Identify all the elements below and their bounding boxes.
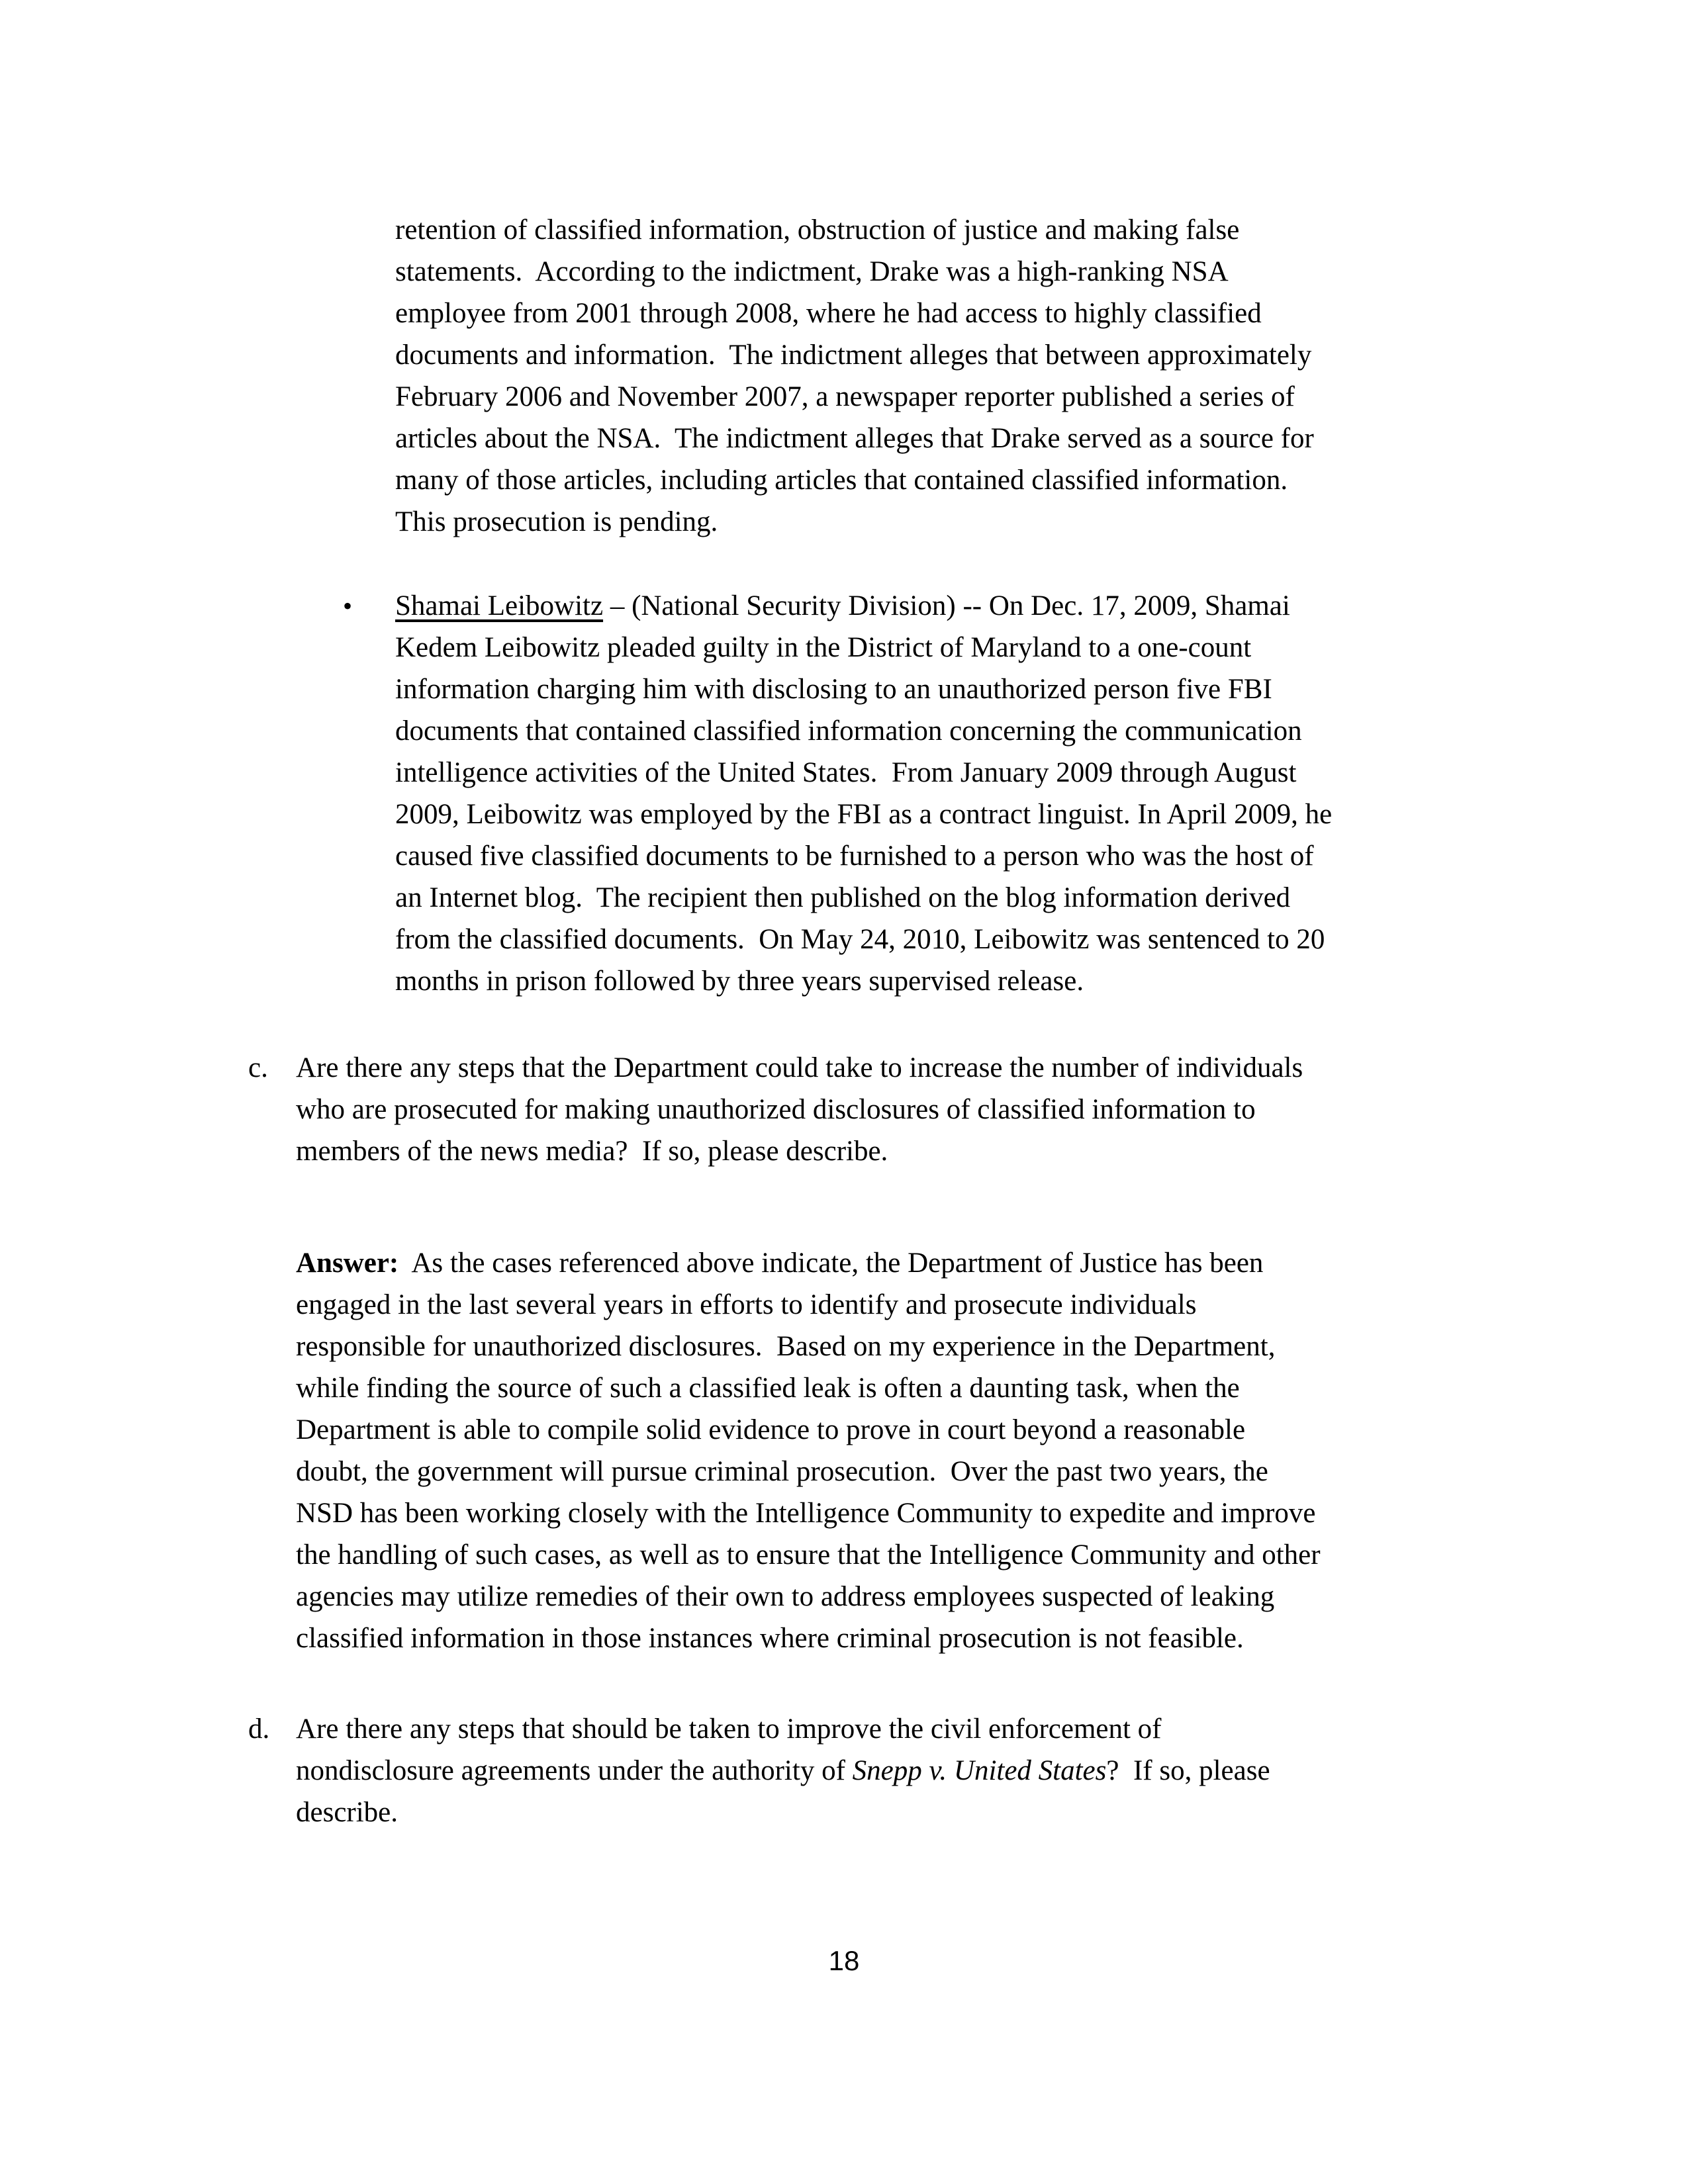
item-d-text xyxy=(296,1708,1270,1833)
text-line: statements. According to the indictment, Drake was a high-ranking NSA xyxy=(395,256,1229,287)
bullet-body-lines xyxy=(395,627,1332,1002)
text-line: the handling of such cases, as well as to ensure that the Intelligence Community and other xyxy=(296,1539,1321,1570)
text-line: an Internet blog. The recipient then published on the blog information derived xyxy=(395,882,1291,913)
bullet-first-line-rest: – (National Security Division) -- On Dec. 17, 2009, Shamai xyxy=(603,590,1290,621)
item-c-text xyxy=(296,1047,1303,1172)
item-d-line2-post: ? If so, please xyxy=(1106,1755,1270,1786)
item-d-line2-pre: nondisclosure agreements under the authority of xyxy=(296,1755,853,1786)
answer-paragraph xyxy=(296,1242,1321,1659)
text-line: who are prosecuted for making unauthorized disclosures of classified information to xyxy=(296,1094,1256,1125)
text-line: NSD has been working closely with the Intelligence Community to expedite and improve xyxy=(296,1498,1316,1529)
text-line: employee from 2001 through 2008, where he had access to highly classified xyxy=(395,298,1262,329)
text-line: retention of classified information, obstruction of justice and making false xyxy=(395,214,1240,246)
text-line: Kedem Leibowitz pleaded guilty in the District of Maryland to a one-count xyxy=(395,632,1252,663)
text-line: Are there any steps that the Department could take to increase the number of individuals xyxy=(296,1052,1303,1083)
bullet-first-line xyxy=(395,585,1332,627)
bullet-icon: • xyxy=(343,591,353,621)
answer-label: Answer: xyxy=(296,1248,399,1279)
case-citation-italic: Snepp v. United States xyxy=(852,1755,1107,1786)
text-line: Department is able to compile solid evidence to prove in court beyond a reasonable xyxy=(296,1414,1246,1445)
text-line: responsible for unauthorized disclosures. Based on my experience in the Department, xyxy=(296,1331,1276,1362)
text-line: information charging him with disclosing to an unauthorized person five FBI xyxy=(395,674,1272,705)
text-line: agencies may utilize remedies of their own to address employees suspected of leaking xyxy=(296,1581,1275,1612)
text-line: while finding the source of such a classified leak is often a daunting task, when the xyxy=(296,1373,1240,1404)
text-line: members of the news media? If so, please describe. xyxy=(296,1136,888,1167)
text-line: documents that contained classified information concerning the communication xyxy=(395,715,1302,747)
item-d-line2 xyxy=(296,1750,1270,1792)
drake-paragraph xyxy=(395,209,1314,543)
item-d-line3: describe. xyxy=(296,1797,399,1828)
text-line: caused five classified documents to be furnished to a person who was the host of xyxy=(395,841,1314,872)
answer-first-line xyxy=(296,1242,1321,1284)
item-c-label: c. xyxy=(248,1052,268,1083)
text-line: engaged in the last several years in efforts to identify and prosecute individuals xyxy=(296,1289,1197,1320)
text-line: classified information in those instances where criminal prosecution is not feasible. xyxy=(296,1623,1244,1654)
answer-first-line-rest: As the cases referenced above indicate, the Department of Justice has been xyxy=(399,1248,1264,1279)
text-line: This prosecution is pending. xyxy=(395,506,718,537)
text-line: doubt, the government will pursue criminal prosecution. Over the past two years, the xyxy=(296,1456,1268,1487)
case-name-underlined: Shamai Leibowitz xyxy=(395,590,604,621)
item-d-label: d. xyxy=(248,1713,270,1745)
text-line: articles about the NSA. The indictment alleges that Drake served as a source for xyxy=(395,423,1314,454)
text-line: from the classified documents. On May 24, 2010, Leibowitz was sentenced to 20 xyxy=(395,924,1325,955)
text-line: intelligence activities of the United States. From January 2009 through August xyxy=(395,757,1297,788)
text-line: February 2006 and November 2007, a newspaper reporter published a series of xyxy=(395,381,1295,412)
leibowitz-bullet-item xyxy=(395,585,1332,1002)
text-line: documents and information. The indictment alleges that between approximately xyxy=(395,340,1312,371)
text-line: many of those articles, including articles that contained classified information. xyxy=(395,465,1288,496)
page-number: 18 xyxy=(828,1945,860,1976)
text-line: months in prison followed by three years supervised release. xyxy=(395,966,1084,997)
text-line: 2009, Leibowitz was employed by the FBI as a contract linguist. In April 2009, he xyxy=(395,799,1333,830)
item-d-line1: Are there any steps that should be taken to improve the civil enforcement of xyxy=(296,1713,1162,1745)
answer-body-lines xyxy=(296,1284,1321,1659)
